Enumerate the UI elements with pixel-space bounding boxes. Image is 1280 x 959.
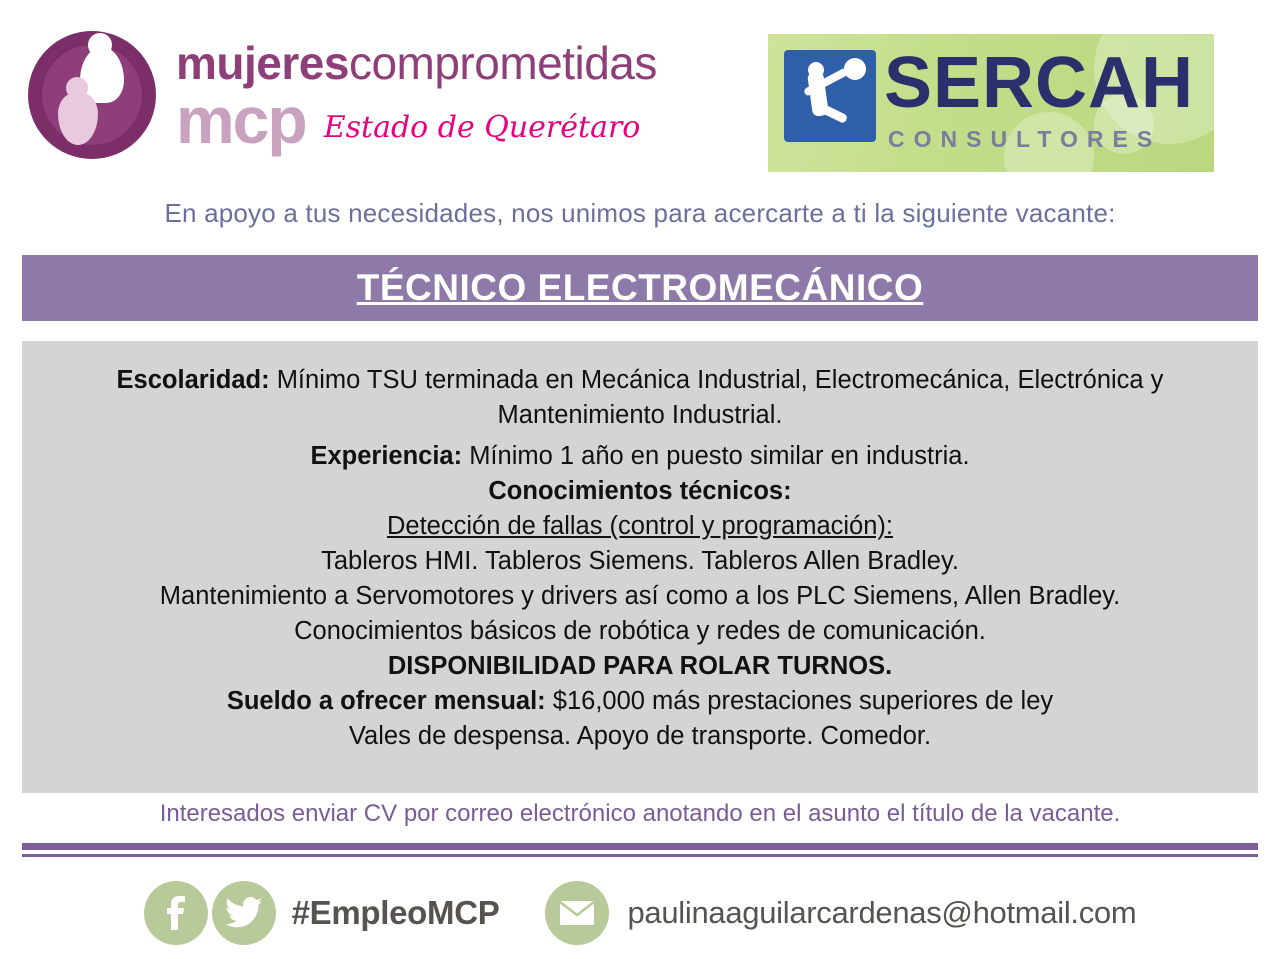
footer-contact [0,868,1280,958]
detail-tableros: Tableros HMI. Tableros Siemens. Tableros Allen Bradley. [321,547,959,575]
label-conocimientos: Conocimientos técnicos: [488,477,792,505]
vacancy-title-bar [22,255,1258,321]
detail-sueldo [22,684,1258,719]
label-escolaridad: Escolaridad: [116,366,270,394]
header-logos [0,14,1280,174]
mcp-wordmark [176,37,657,157]
detail-prestaciones: Vales de despensa. Apoyo de transporte. Comedor. [348,722,932,750]
label-turnos: DISPONIBILIDAD PARA ROLAR TURNOS. [387,652,893,680]
value-escolaridad: Mínimo TSU terminada en Mecánica Industrial, Electromecánica, Electrónica y Mantenimiento Industrial. [269,366,1164,429]
detail-turnos [22,649,1258,684]
mcp-logo [28,19,688,169]
detail-conocimientos-heading [22,474,1258,509]
divider-thick [22,843,1258,850]
label-experiencia: Experiencia: [310,442,463,470]
facebook-icon[interactable] [144,881,208,945]
value-sueldo: $16,000 más prestaciones superiores de ley [545,687,1054,715]
sercah-title: SERCAH [884,43,1195,123]
detail-escolaridad [22,363,1258,433]
value-experiencia: Mínimo 1 año en puesto similar en industria. [462,442,970,470]
detail-robotica: Conocimientos básicos de robótica y redes de comunicación. [294,617,986,645]
hashtag-text: #EmpleoMCP [291,894,500,931]
detail-experiencia [22,439,1258,474]
twitter-icon[interactable] [212,881,276,945]
mcp-emblem-icon [28,31,158,159]
mcp-tagline: Estado de Querétaro [323,110,641,145]
mcp-acronym: mcp [176,83,306,157]
label-deteccion: Detección de fallas (control y programación): [387,512,893,540]
vacancy-title: TÉCNICO ELECTROMECÁNICO [356,267,924,308]
sercah-person-icon [784,50,876,142]
detail-mantenimiento: Mantenimiento a Servomotores y drivers así como a los PLC Siemens, Allen Bradley. [159,582,1121,610]
application-note: Interesados enviar CV por correo electrónico anotando en el asunto el título de la vacante. [159,800,1121,827]
sercah-logo [768,34,1214,172]
email-text: paulinaaguilarcardenas@hotmail.com [627,895,1137,930]
sercah-subtitle: CONSULTORES [888,126,1162,152]
detail-deteccion-heading [22,509,1258,544]
mcp-word-mujeres: mujeres [176,37,349,89]
vacancy-details-box [22,341,1258,793]
mcp-word-comprometidas: comprometidas [348,37,657,89]
email-icon[interactable] [545,881,609,945]
divider-thin [22,854,1258,857]
intro-text: En apoyo a tus necesidades, nos unimos para acercarte a ti la siguiente vacante: [164,198,1116,228]
label-sueldo: Sueldo a ofrecer mensual: [226,687,546,715]
